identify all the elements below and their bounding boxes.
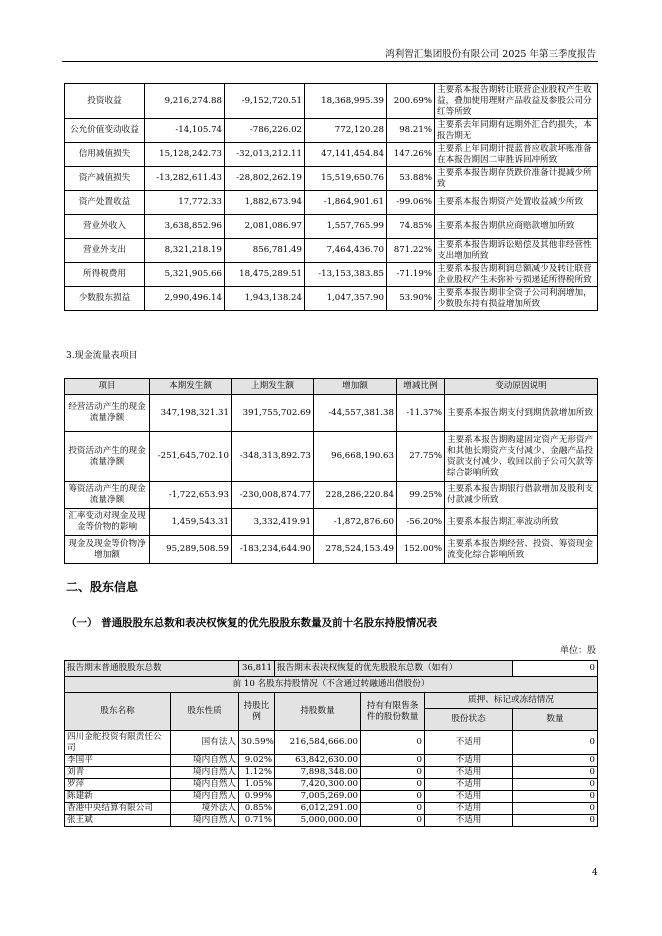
pref-holders-value: 0	[513, 661, 598, 677]
sh-header-nature: 股东性质	[171, 693, 239, 731]
row-prior: -348,313,892.73	[232, 432, 314, 482]
income-row	[65, 167, 598, 191]
row-prior: 3,332,419.91	[232, 509, 314, 536]
row-current: -13,282,611.43	[145, 167, 225, 191]
income-row	[65, 84, 598, 119]
row-ratio: 27.75%	[397, 432, 445, 482]
shareholder-ratio: 9.02%	[239, 755, 275, 767]
shareholder-count: 0	[513, 815, 598, 827]
row-item: 投资活动产生的现金流量净额	[65, 432, 150, 482]
shareholder-name: 张王斌	[65, 815, 171, 827]
row-reason: 主要系本报告期资产处置收益减少所致	[435, 191, 598, 215]
income-change-table	[64, 83, 598, 311]
shareholder-ratio: 1.12%	[239, 767, 275, 779]
shareholder-restricted: 0	[361, 815, 425, 827]
shareholder-ratio: 30.59%	[239, 731, 275, 755]
row-reason: 主要系本报告期供应商赔款增加所致	[435, 215, 598, 239]
shareholder-qty: 6,012,291.00	[275, 803, 361, 815]
row-prior: 1,882,673.94	[225, 191, 305, 215]
row-item: 汇率变动对现金及现金等价物的影响	[65, 509, 150, 536]
row-prior: 1,943,138.24	[225, 287, 305, 311]
row-change: 1,557,765.99	[305, 215, 387, 239]
shareholder-nature: 境内自然人	[171, 791, 239, 803]
row-current: 9,216,274.88	[145, 84, 225, 119]
row-change: 18,368,995.39	[305, 84, 387, 119]
row-current: 5,321,905.66	[145, 263, 225, 287]
total-holders-value: 36,811	[239, 661, 275, 677]
shareholder-name: 香港中央结算有限公司	[65, 803, 171, 815]
row-current: 2,990,496.14	[145, 287, 225, 311]
row-item: 现金及现金等价物净增加额	[65, 536, 150, 564]
row-reason: 主要系本报告期转让联营企业股权产生收益，叠加使用理财产品收益及参股公司分红等所致	[435, 84, 598, 119]
shareholder-nature: 境内自然人	[171, 779, 239, 791]
row-ratio: 871.22%	[387, 239, 435, 263]
row-reason: 主要系本报告期汇率波动所致	[445, 509, 598, 536]
cf-header-reason: 变动原因说明	[445, 379, 598, 395]
row-current: 3,638,852.96	[145, 215, 225, 239]
income-row	[65, 191, 598, 215]
row-change: 7,464,436.70	[305, 239, 387, 263]
row-ratio: 147.26%	[387, 143, 435, 167]
shareholder-qty: 7,005,269.00	[275, 791, 361, 803]
row-ratio: -11.37%	[397, 395, 445, 432]
row-ratio: 98.21%	[387, 119, 435, 143]
shareholder-name: 罗萍	[65, 779, 171, 791]
shareholder-restricted: 0	[361, 803, 425, 815]
row-prior: -32,013,212.11	[225, 143, 305, 167]
row-item: 信用减值损失	[65, 143, 145, 167]
cashflow-row	[65, 509, 598, 536]
sh-header-pledge: 质押、标记或冻结情况	[425, 693, 598, 709]
shareholder-restricted: 0	[361, 791, 425, 803]
row-current: 1,459,543.31	[150, 509, 232, 536]
shareholder-restricted: 0	[361, 779, 425, 791]
cf-header-current: 本期发生额	[150, 379, 232, 395]
top10-caption: 前 10 名股东持股情况（不含通过转融通出借股份）	[65, 677, 598, 693]
shareholder-row	[65, 755, 598, 767]
shareholder-status: 不适用	[425, 815, 513, 827]
row-change: 278,524,153.49	[314, 536, 397, 564]
shareholder-row	[65, 779, 598, 791]
shareholder-count: 0	[513, 779, 598, 791]
shareholder-ratio: 1.05%	[239, 779, 275, 791]
row-item: 少数股东损益	[65, 287, 145, 311]
row-item: 资产减值损失	[65, 167, 145, 191]
row-ratio: -99.06%	[387, 191, 435, 215]
row-item: 资产处置收益	[65, 191, 145, 215]
shareholder-nature: 境内自然人	[171, 755, 239, 767]
income-row	[65, 263, 598, 287]
row-current: 95,289,508.59	[150, 536, 232, 564]
shareholder-row	[65, 791, 598, 803]
sh-header-name: 股东名称	[65, 693, 171, 731]
row-reason: 主要系本报告期购建固定资产无形资产和其他长期资产支付减少、金融产品投资款支付减少、收回以前子公司欠款等综合影响所致	[445, 432, 598, 482]
shareholder-row	[65, 815, 598, 827]
shareholder-nature: 国有法人	[171, 731, 239, 755]
cf-header-item: 项目	[65, 379, 150, 395]
shareholder-count: 0	[513, 731, 598, 755]
row-reason: 主要系去年同期有远期外汇合约损失，本报告期无	[435, 119, 598, 143]
shareholder-status: 不适用	[425, 791, 513, 803]
row-reason: 主要系本报告期诉讼赔偿及其他非经营性支出增加所致	[435, 239, 598, 263]
row-ratio: -56.20%	[397, 509, 445, 536]
income-row	[65, 119, 598, 143]
shareholder-status: 不适用	[425, 767, 513, 779]
row-reason: 主要系本报告期利润总额减少及转让联营企业股权产生未弥补亏损递延所得税所致	[435, 263, 598, 287]
row-prior: -786,226.02	[225, 119, 305, 143]
shareholder-count: 0	[513, 791, 598, 803]
shareholder-nature: 境外法人	[171, 803, 239, 815]
shareholder-restricted: 0	[361, 767, 425, 779]
shareholder-qty: 7,420,300.00	[275, 779, 361, 791]
row-ratio: 99.25%	[397, 482, 445, 509]
row-prior: -230,008,874.77	[232, 482, 314, 509]
row-current: 347,198,321.31	[150, 395, 232, 432]
subsection-title: （一） 普通股股东总数和表决权恢复的优先股股东数量及前十名股东持股情况表	[66, 617, 438, 629]
row-ratio: 53.88%	[387, 167, 435, 191]
shareholder-restricted: 0	[361, 731, 425, 755]
row-item: 公允价值变动收益	[65, 119, 145, 143]
row-item: 所得税费用	[65, 263, 145, 287]
header-rule	[62, 61, 598, 62]
row-change: 15,519,650.76	[305, 167, 387, 191]
row-change: 1,047,357.90	[305, 287, 387, 311]
cashflow-section-title: 3.现金流量表项目	[66, 351, 138, 361]
row-ratio: 74.85%	[387, 215, 435, 239]
sh-header-ratio: 持股比例	[239, 693, 275, 731]
row-ratio: 200.69%	[387, 84, 435, 119]
sh-header-count: 数量	[513, 709, 598, 731]
row-current: -14,105.74	[145, 119, 225, 143]
shareholder-count: 0	[513, 767, 598, 779]
row-change: -1,872,876.60	[314, 509, 397, 536]
row-prior: -28,802,262.19	[225, 167, 305, 191]
row-prior: -183,234,644.90	[232, 536, 314, 564]
row-prior: -9,152,720.51	[225, 84, 305, 119]
pref-holders-label: 报告期末表决权恢复的优先股股东总数（如有）	[275, 661, 513, 677]
row-change: 47,141,454.84	[305, 143, 387, 167]
shareholder-ratio: 0.71%	[239, 815, 275, 827]
shareholder-name: 李国平	[65, 755, 171, 767]
shareholder-count: 0	[513, 803, 598, 815]
income-row	[65, 239, 598, 263]
shareholder-status: 不适用	[425, 803, 513, 815]
shareholder-qty: 216,584,666.00	[275, 731, 361, 755]
row-reason: 主要系本报告期支付到期货款增加所致	[445, 395, 598, 432]
sh-header-status: 股份状态	[425, 709, 513, 731]
section-title: 二、股东信息	[66, 580, 139, 594]
sh-header-qty: 持股数量	[275, 693, 361, 731]
cashflow-row	[65, 482, 598, 509]
cashflow-row	[65, 432, 598, 482]
shareholder-table	[64, 660, 598, 827]
shareholder-qty: 5,000,000.00	[275, 815, 361, 827]
shareholder-nature: 境内自然人	[171, 767, 239, 779]
row-reason: 主要系本报告期存货跌价准备计提减少所致	[435, 167, 598, 191]
row-prior: 856,781.49	[225, 239, 305, 263]
unit-label: 单位：股	[559, 646, 596, 656]
row-reason: 主要系本报告期非全资子公司利润增加，少数股东持有损益增加所致	[435, 287, 598, 311]
shareholder-ratio: 0.85%	[239, 803, 275, 815]
shareholder-count: 0	[513, 755, 598, 767]
shareholder-name: 刘青	[65, 767, 171, 779]
shareholder-status: 不适用	[425, 731, 513, 755]
row-item: 营业外支出	[65, 239, 145, 263]
row-reason: 主要系本报告期银行借款增加及股利支付款减少所致	[445, 482, 598, 509]
shareholder-ratio: 0.99%	[239, 791, 275, 803]
row-change: 772,120.28	[305, 119, 387, 143]
row-change: -1,864,901.61	[305, 191, 387, 215]
row-current: -1,722,653.93	[150, 482, 232, 509]
total-holders-label: 报告期末普通股股东总数	[65, 661, 239, 677]
income-row	[65, 215, 598, 239]
row-ratio: 53.90%	[387, 287, 435, 311]
cf-header-prior: 上期发生额	[232, 379, 314, 395]
row-ratio: 152.00%	[397, 536, 445, 564]
row-change: -13,153,383.85	[305, 263, 387, 287]
row-item: 筹资活动产生的现金流量净额	[65, 482, 150, 509]
row-reason: 主要系本报告期经营、投资、筹资现金流变化综合影响所致	[445, 536, 598, 564]
shareholder-row	[65, 803, 598, 815]
row-prior: 391,755,702.69	[232, 395, 314, 432]
cashflow-table	[64, 378, 598, 564]
shareholder-row	[65, 767, 598, 779]
row-item: 营业外收入	[65, 215, 145, 239]
income-row	[65, 287, 598, 311]
row-change: 228,286,220.84	[314, 482, 397, 509]
sh-header-restricted: 持有有限售条件的股份数量	[361, 693, 425, 731]
shareholder-row	[65, 731, 598, 755]
shareholder-name: 四川金舵投资有限责任公司	[65, 731, 171, 755]
row-change: 96,668,190.63	[314, 432, 397, 482]
shareholder-qty: 7,898,348.00	[275, 767, 361, 779]
report-header: 鸿利智汇集团股份有限公司 2025 年第三季度报告	[385, 49, 596, 60]
shareholder-name: 陈建新	[65, 791, 171, 803]
row-reason: 主要系上年同期计提蓝普应收款坏账准备在本报告期因二审胜诉回冲所致	[435, 143, 598, 167]
shareholder-qty: 63,842,630.00	[275, 755, 361, 767]
row-current: 8,321,218.19	[145, 239, 225, 263]
row-current: -251,645,702.10	[150, 432, 232, 482]
income-row	[65, 143, 598, 167]
page-number: 4	[592, 868, 598, 878]
shareholder-nature: 境内自然人	[171, 815, 239, 827]
cf-header-change: 增加额	[314, 379, 397, 395]
row-prior: 18,475,289.51	[225, 263, 305, 287]
row-prior: 2,081,086.97	[225, 215, 305, 239]
cashflow-row	[65, 536, 598, 564]
cashflow-row	[65, 395, 598, 432]
row-item: 经营活动产生的现金流量净额	[65, 395, 150, 432]
shareholder-restricted: 0	[361, 755, 425, 767]
row-current: 15,128,242.73	[145, 143, 225, 167]
row-current: 17,772.33	[145, 191, 225, 215]
cf-header-ratio: 增减比例	[397, 379, 445, 395]
row-change: -44,557,381.38	[314, 395, 397, 432]
row-ratio: -71.19%	[387, 263, 435, 287]
shareholder-status: 不适用	[425, 779, 513, 791]
shareholder-status: 不适用	[425, 755, 513, 767]
row-item: 投资收益	[65, 84, 145, 119]
